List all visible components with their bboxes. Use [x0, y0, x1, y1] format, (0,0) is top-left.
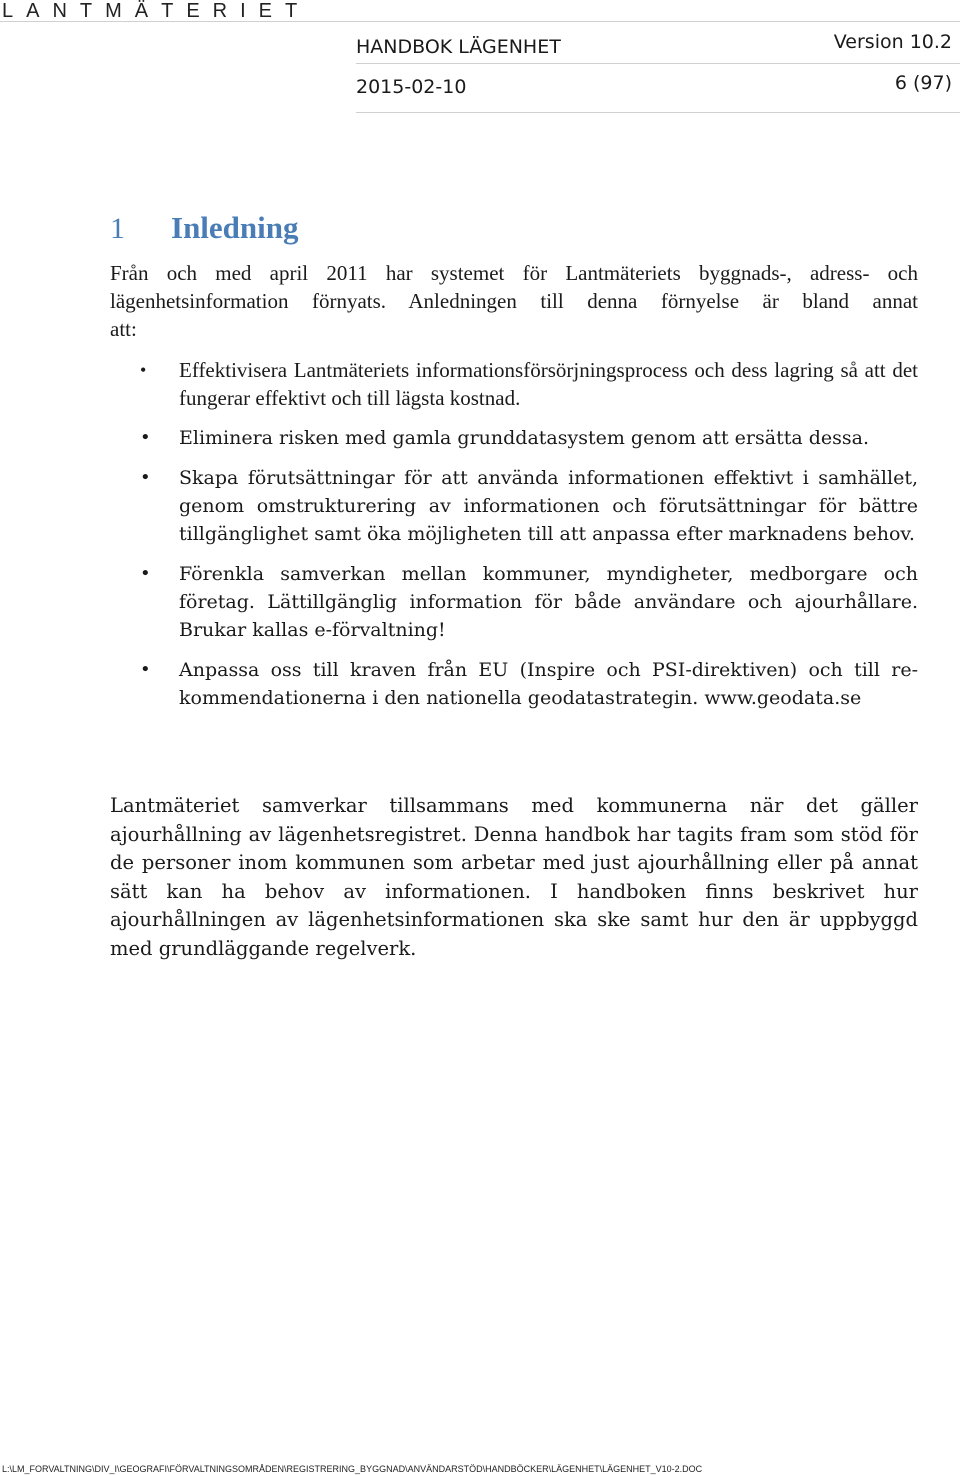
list-item: [140, 656, 918, 712]
document-date: 2015-02-10: [356, 76, 467, 98]
section-title: Inledning: [171, 210, 299, 245]
header-rule-middle: [356, 63, 960, 64]
intro-line: Från och med april 2011 har systemet för Lantmäteriets byggnads-, adress- och: [110, 261, 918, 285]
file-path-footer: L:\LM_FORVALTNING\DIV_I\GEOGRAFI\FÖRVALTNINGSOMRÅDEN\REGISTRERING_BYGGNAD\ANVÄNDARSTÖD\HANDBÖCKER\LÄGENHET\LÄGENHET_V10-2.DOC: [2, 1464, 703, 1474]
bullet-icon: •: [140, 563, 151, 584]
body-paragraph: Lantmäteriet samverkar tillsammans med kommunerna när det gäller ajourhållning av lägenhetsregistret. Denna handbok har tagits fram som stöd för de personer inom kommunen som arbetar med just ajourhållning eller på annat sätt kan ha behov av informationen. I handboken finns beskrivet hur ajourhållningen av lägenhetsinformationen ska ske samt hur den är uppbyggd med grundläggande regelverk.: [110, 794, 918, 960]
section-number: 1: [110, 212, 125, 245]
organization-name: LANTMÄTERIET: [2, 0, 311, 22]
intro-paragraph: [110, 259, 918, 343]
bullet-icon: •: [140, 659, 151, 680]
bullet-icon: •: [140, 427, 151, 448]
header-rule-top: [0, 21, 960, 22]
list-item: [140, 560, 918, 644]
intro-line: lägenhetsinformation förnyats. Anledningen till denna förnyelse är bland annat: [110, 289, 918, 313]
list-item-text: Skapa förutsättningar för att använda informationen effektivt i samhället, genom omstrukturering av informationen och förutsättningar för bättre tillgänglighet samt öka möjligheten till att anpassa efter marknadens behov.: [179, 467, 918, 545]
goals-list: [140, 356, 918, 724]
list-item-text: Effektivisera Lantmäteriets informationsförsörjningsprocess och dess lagring så att det fungerar effektivt och till lägsta kostnad.: [179, 358, 918, 410]
list-item-text: Anpassa oss till kraven från EU (Inspire och PSI-direktiven) och till re-kommendationerna i den nationella geodatastrategin. www.geodata.se: [179, 659, 918, 709]
header-rule-bottom: [356, 112, 960, 113]
intro-line: att:: [110, 317, 137, 341]
section-heading: [110, 210, 299, 246]
document-title: HANDBOK LÄGENHET: [356, 36, 561, 58]
bullet-icon: •: [140, 467, 151, 488]
bullet-icon: •: [140, 360, 147, 380]
list-item-text: Eliminera risken med gamla grunddatasystem genom att ersätta dessa.: [179, 427, 870, 449]
list-item: [140, 464, 918, 548]
list-item: [140, 356, 918, 412]
list-item-text: Förenkla samverkan mellan kommuner, myndigheter, medborgare och företag. Lättillgänglig information för både användare och ajourhållare. Brukar kallas e-förvaltning!: [179, 563, 918, 641]
list-item: [140, 424, 918, 452]
page-number: 6 (97): [894, 72, 952, 94]
document-version: Version 10.2: [833, 31, 952, 53]
